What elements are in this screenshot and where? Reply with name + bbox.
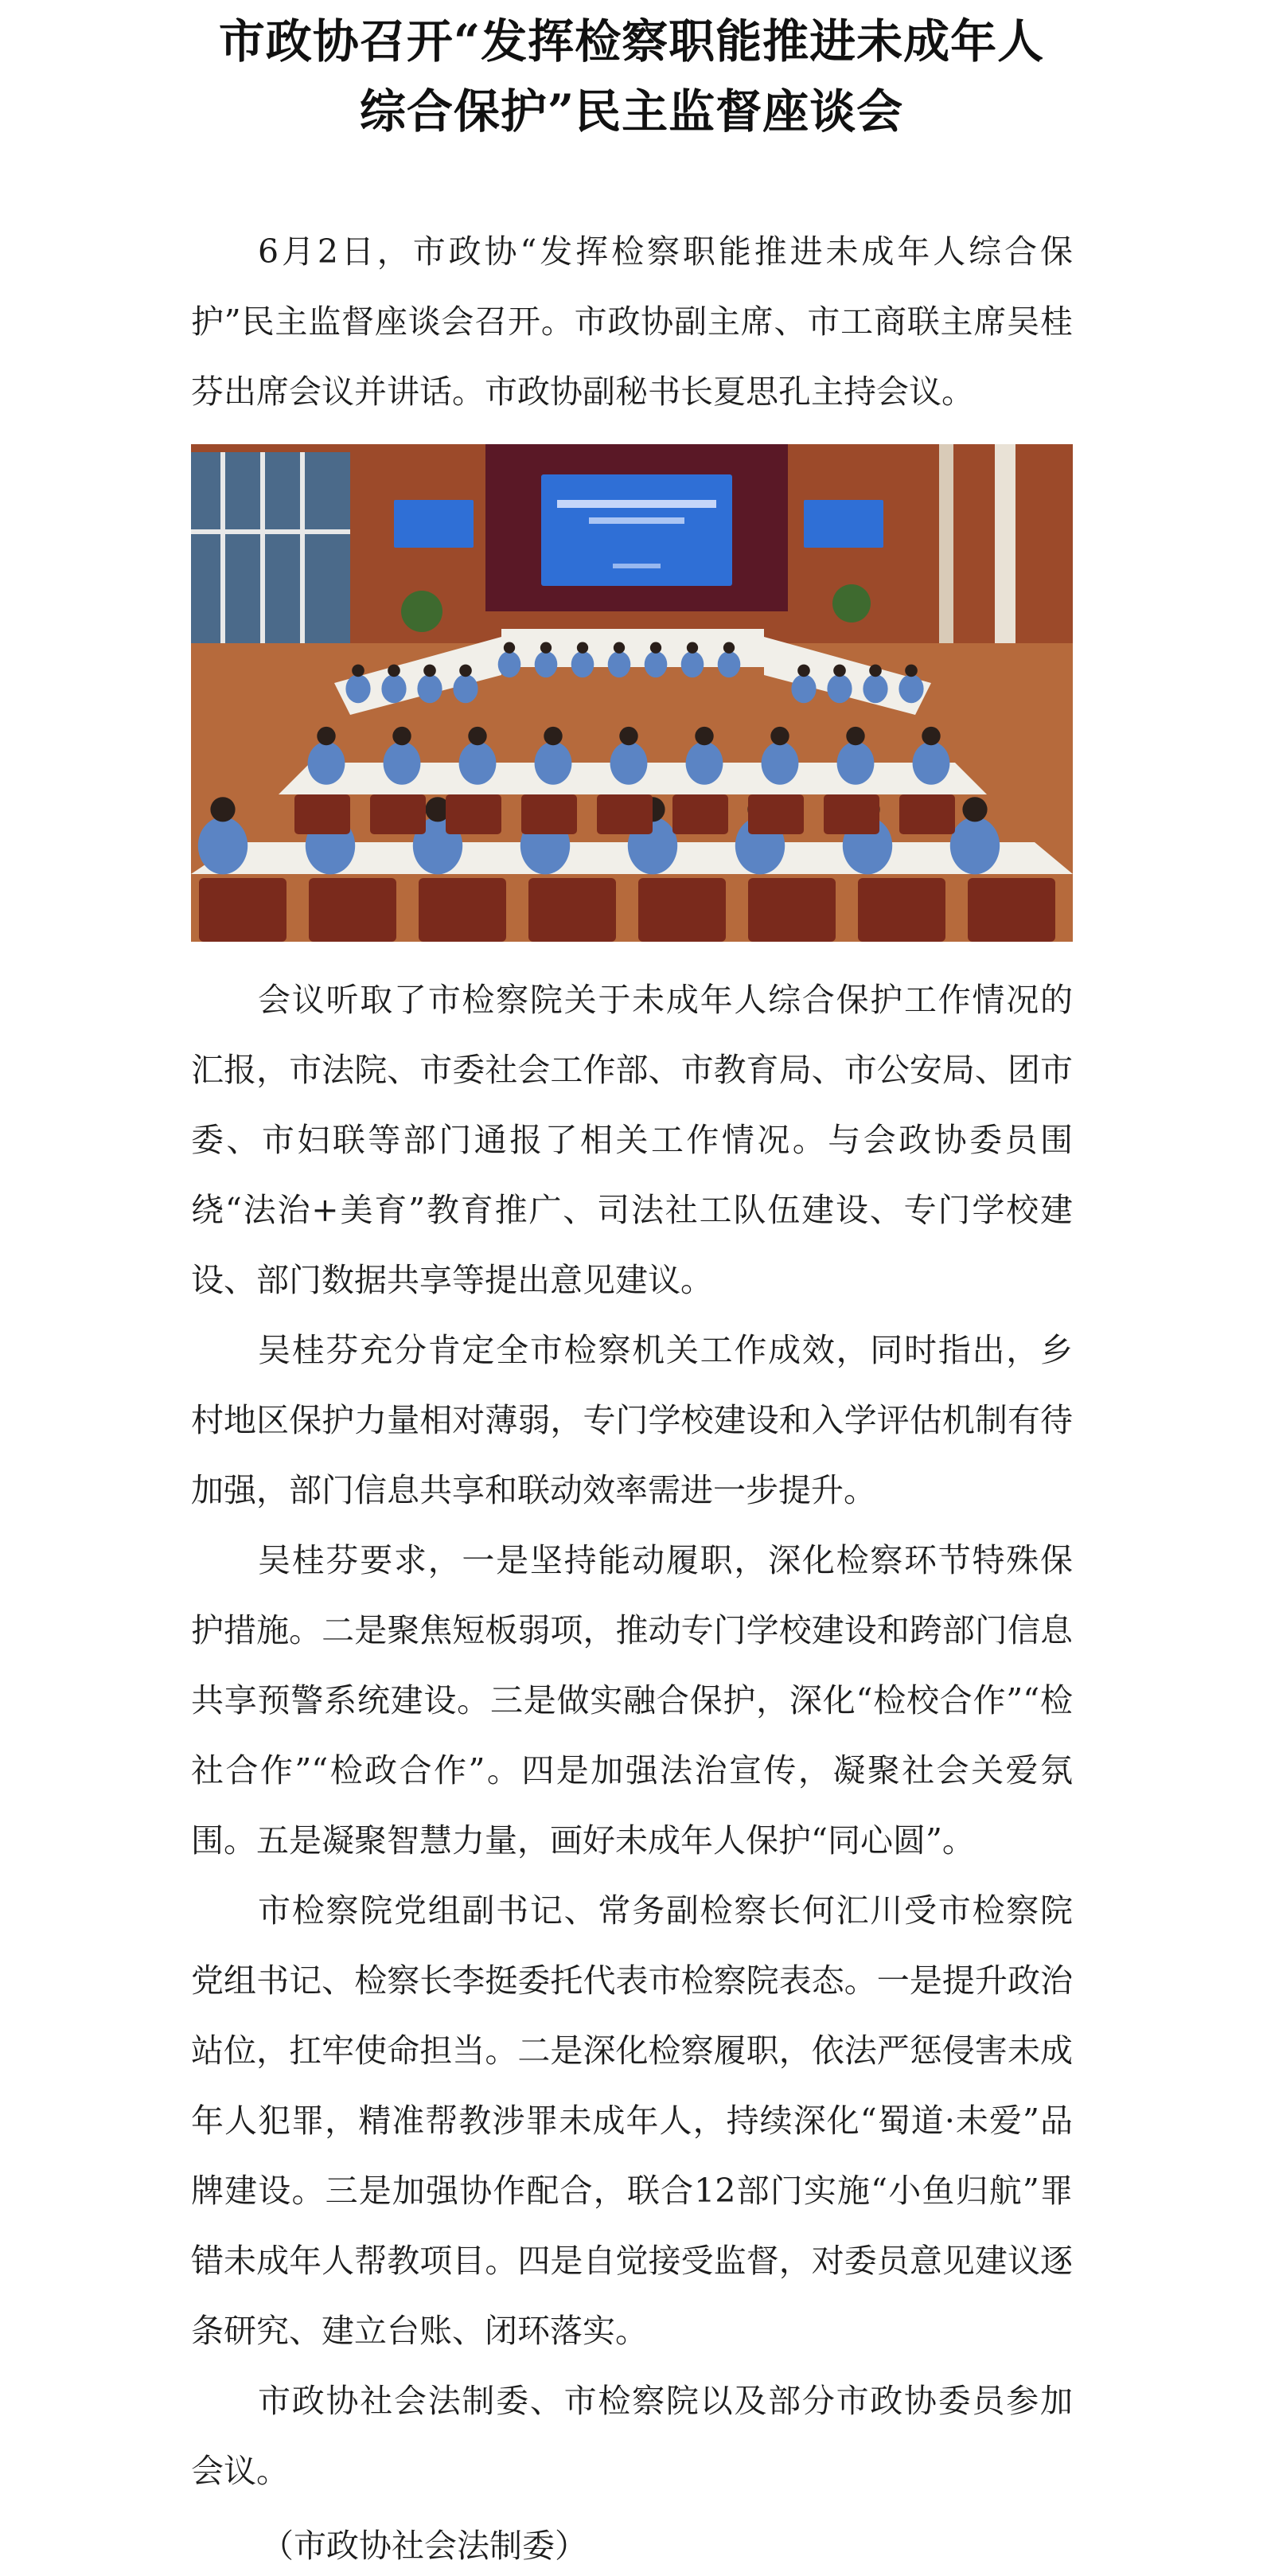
- photo-chair: [748, 794, 804, 834]
- photo-main-screen: [541, 474, 732, 586]
- article-title-line-2: 综合保护”民主监督座谈会: [359, 84, 904, 139]
- photo-chair: [638, 878, 726, 942]
- photo-chair: [309, 878, 396, 942]
- paragraph-3: 吴桂芬充分肯定全市检察机关工作成效，同时指出，乡村地区保护力量相对薄弱，专门学校建设和入学评估机制有待加强，部门信息共享和联动效率需进一步提升。: [191, 1331, 1073, 1509]
- photo-chair: [419, 878, 506, 942]
- photo-chair: [597, 794, 653, 834]
- paragraph-6: 市政协社会法制委、市检察院以及部分市政协委员参加会议。: [191, 2382, 1073, 2490]
- photo-chair: [528, 878, 616, 942]
- photo-chair: [446, 794, 501, 834]
- photo-column-right-2: [939, 444, 953, 667]
- meeting-photo-illustration: [191, 444, 1073, 942]
- article-lead: [191, 217, 1073, 427]
- photo-right-screen: [804, 500, 883, 548]
- photo-chair: [858, 878, 945, 942]
- photo-chair: [199, 878, 287, 942]
- article-title: [135, 6, 1128, 146]
- photo-plant-right: [832, 584, 871, 623]
- paragraph-4: 吴桂芬要求，一是坚持能动履职，深化检察环节特殊保护措施。二是聚焦短板弱项，推动专门学校建设和跨部门信息共享预警系统建设。三是做实融合保护，深化“检校合作”“检社合作”“检政合作”。四是加强法治宣传，凝聚社会关爱氛围。五是凝聚智慧力量，画好未成年人保护“同心圆”。: [191, 1541, 1073, 1860]
- photo-plant-left: [401, 591, 442, 632]
- photo-chair: [748, 878, 836, 942]
- paragraph-1: 6月2日，市政协“发挥检察职能推进未成年人综合保护”民主监督座谈会召开。市政协副主席、市工商联主席吴桂芬出席会议并讲话。市政协副秘书长夏思孔主持会议。: [191, 232, 1073, 411]
- photo-chair: [370, 794, 426, 834]
- photo-chair: [968, 878, 1055, 942]
- photo-chair: [899, 794, 955, 834]
- paragraph-5: 市检察院党组副书记、常务副检察长何汇川受市检察院党组书记、检察长李挺委托代表市检察院表态。一是提升政治站位，扛牢使命担当。二是深化检察履职，依法严惩侵害未成年人犯罪，精准帮教涉罪未成年人，持续深化“蜀道·未爱”品牌建设。三是加强协作配合，联合12部门实施“小鱼归航”罪错未成年人帮教项目。四是自觉接受监督，对委员意见建议逐条研究、建立台账、闭环落实。: [191, 1891, 1073, 2350]
- meeting-photo: [191, 444, 1073, 942]
- article-title-line-1: 市政协召开“发挥检察职能推进未成年人: [218, 14, 1045, 68]
- paragraph-2: 会议听取了市检察院关于未成年人综合保护工作情况的汇报，市法院、市委社会工作部、市教育局、市公安局、团市委、市妇联等部门通报了相关工作情况。与会政协委员围绕“法治+美育”教育推广、司法社工队伍建设、专门学校建设、部门数据共享等提出意见建议。: [191, 981, 1073, 1299]
- photo-chair: [824, 794, 879, 834]
- photo-chair: [521, 794, 577, 834]
- photo-left-screen: [394, 500, 474, 548]
- article-body: [191, 965, 1073, 2506]
- article-signature: （市政协社会法制委）: [261, 2527, 587, 2565]
- photo-chair: [294, 794, 350, 834]
- photo-chair: [672, 794, 728, 834]
